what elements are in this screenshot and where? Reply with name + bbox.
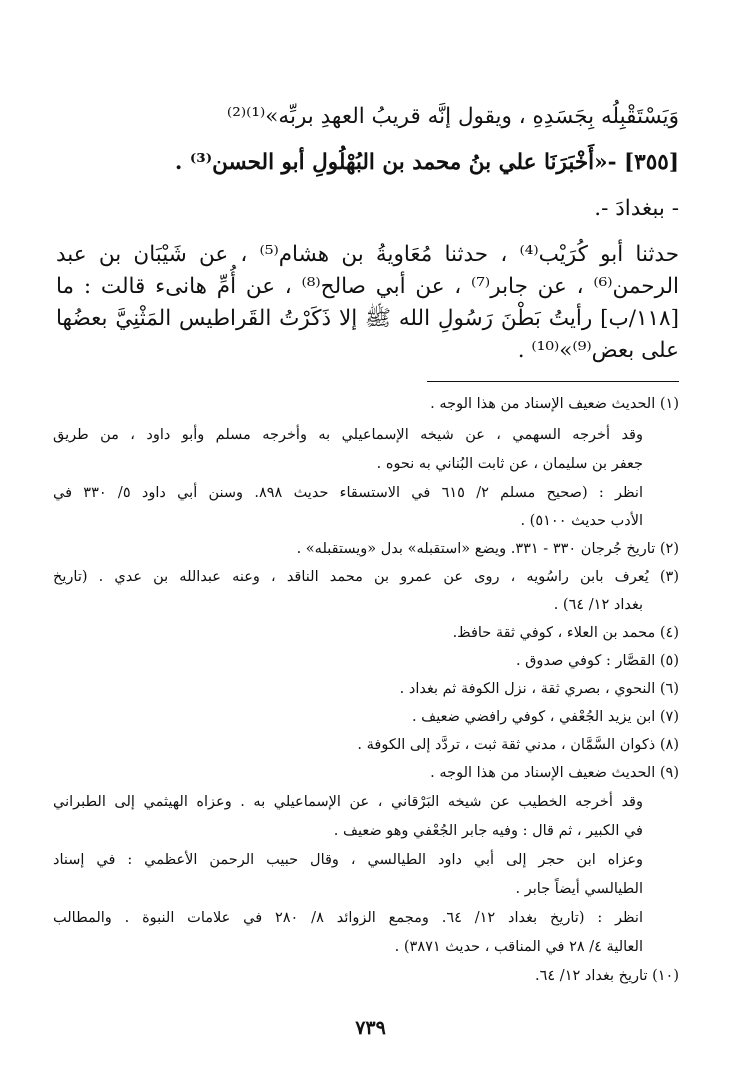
footnote-line: انظر : (صحيح مسلم ٢/ ٦١٥ في الاستسقاء حديث ٨٩٨. وسنن أبي داود ٥/ ٣٣٠ في bbox=[53, 485, 643, 501]
footnote-line: انظر : (تاريخ بغداد ١٢/ ٦٤. ومجمع الزوائد ٨/ ٢٨٠ في علامات النبوة . والمطالب bbox=[53, 910, 643, 926]
main-text-line: وَيَسْتَقْبِلُه بِجَسَدِهِ ، ويقول إنَّه قريبُ العهدِ بربِّه»⁽¹⁾⁽²⁾ bbox=[226, 104, 679, 129]
footnote-line: وعزاه ابن حجر إلى أبي داود الطيالسي ، وقال حبيب الرحمن الأعظمي : في إسناد bbox=[53, 852, 643, 868]
footnote-line: بغداد ١٢/ ٦٤) . bbox=[553, 597, 643, 613]
location-line: - ببغدادَ -. bbox=[594, 196, 679, 221]
page-number: ٧٣٩ bbox=[355, 1017, 386, 1039]
footnote-line: وقد أخرجه الخطيب عن شيخه البَرْقاني ، عن الإسماعيلي به . وعزاه الهيثمي إلى الطبراني bbox=[53, 794, 643, 810]
main-text-line: الرحمن⁽⁶⁾ ، عن جابر⁽⁷⁾ ، عن أبي صالح⁽⁸⁾ ، عن أُمِّ هانىء قالت : ما bbox=[56, 274, 679, 299]
footnote-line: (١٠) تاريخ بغداد ١٢/ ٦٤. bbox=[535, 968, 679, 984]
footnote-line: في الكبير ، ثم قال : وفيه جابر الجُعْفي وهو ضعيف . bbox=[333, 823, 643, 839]
main-text-line: [١١٨/ب] رأيتُ بَطْنَ رَسُولِ الله ﷺ إلا ذَكَرْتُ القَراطيس المَثْنِيَّ بعضُها bbox=[56, 306, 679, 331]
footnote-line: جعفر بن سليمان ، عن ثابت البُناني به نحوه . bbox=[376, 456, 643, 472]
footnote-line: (٥) القصَّار : كوفي صدوق . bbox=[515, 653, 679, 669]
footnote-line: (٤) محمد بن العلاء ، كوفي ثقة حافظ. bbox=[452, 625, 679, 641]
footnote-line: الأدب حديث ٥١٠٠) . bbox=[520, 513, 643, 529]
footnote-line: (١) الحديث ضعيف الإسناد من هذا الوجه . bbox=[430, 396, 679, 412]
main-text-line: حدثنا أبو كُرَيْب⁽⁴⁾ ، حدثنا مُعَاويةُ بن هشام⁽⁵⁾ ، عن شَيْبَان بن عبد bbox=[56, 242, 679, 267]
footnote-line: (٢) تاريخ جُرجان ٣٣٠ - ٣٣١. ويضع «استقبله» بدل «ويستقبله» . bbox=[296, 541, 679, 557]
footnote-line: الطيالسي أيضاً جابر . bbox=[515, 881, 643, 897]
footnote-line: وقد أخرجه السهمي ، عن شيخه الإسماعيلي به وأخرجه مسلم وأبو داود ، من طريق bbox=[53, 427, 643, 443]
footnote-line: (٨) ذكوان السَّمَّان ، مدني ثقة ثبت ، تردَّد إلى الكوفة . bbox=[357, 737, 679, 753]
footnote-line: (٧) ابن يزيد الجُعْفي ، كوفي رافضي ضعيف . bbox=[411, 709, 679, 725]
footnote-line: (٣) يُعرف بابن راسُويه ، روى عن عمرو بن محمد الناقد ، وعنه عبدالله بن عدي . (تاريخ bbox=[53, 569, 679, 585]
footnote-line: العالية ٤/ ٢٨ في المناقب ، حديث ٣٨٧١) . bbox=[394, 939, 643, 955]
main-text-line: على بعض⁽⁹⁾»⁽¹⁰⁾ . bbox=[517, 338, 679, 363]
footnote-separator bbox=[427, 381, 679, 382]
footnote-line: (٩) الحديث ضعيف الإسناد من هذا الوجه . bbox=[430, 765, 679, 781]
footnote-line: (٦) النحوي ، بصري ثقة ، نزل الكوفة ثم بغداد . bbox=[399, 681, 679, 697]
hadith-heading: [٣٥٥] -«أَخْبَرَنَا علي بنُ محمد بن البُهْلُولِ أبو الحسن⁽³⁾ . bbox=[174, 150, 679, 175]
